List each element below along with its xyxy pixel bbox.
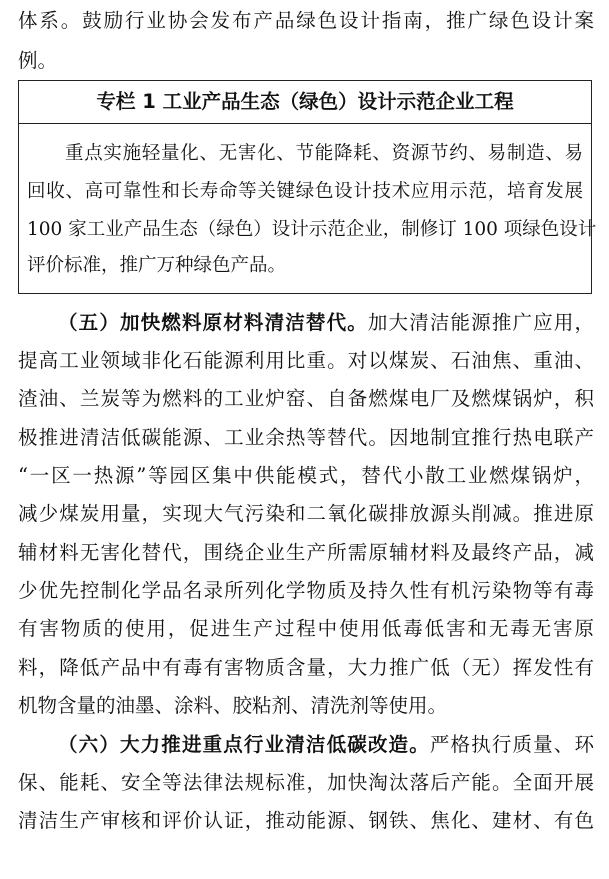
section-six-first-line [58,730,594,760]
body-line: 提高工业领域非化石能源利用比重。对以煤炭、石油焦、重油、 [18,349,594,372]
column-box [18,80,597,294]
column-box-title: 专栏 1 工业产品生态（绿色）设计示范企业工程 [96,90,514,113]
body-line: “一区一热源”等园区集中供能模式，替代小散工业燃煤锅炉， [18,464,594,487]
body-line: 机物含量的油墨、涂料、胶粘剂、清洗剂等使用。 [18,694,448,717]
body-line: 料，降低产品中有毒有害物质含量，大力推广低（无）挥发性有 [18,656,594,679]
body-line: 例。 [18,49,58,72]
body-line: 体系。鼓励行业协会发布产品绿色设计指南，推广绿色设计案 [18,9,594,32]
column-box-line: 重点实施轻量化、无害化、节能降耗、资源节约、易制造、易 [65,143,583,164]
section-six-first-line-text: 严格执行质量、环 [429,733,594,756]
body-line: 保、能耗、安全等法律法规标准，加快淘汰落后产能。全面开展 [18,771,594,794]
column-box-line: 评价标准，推广万种绿色产品。 [27,255,287,276]
section-six-heading: （六）大力推进重点行业清洁低碳改造。 [58,733,430,756]
section-five-heading: （五）加快燃料原材料清洁替代。 [58,311,368,334]
column-box-line: 回收、高可靠性和长寿命等关键绿色设计技术应用示范，培育发展 [27,181,583,202]
body-line: 辅材料无害化替代，围绕企业生产所需原辅材料及最终产品，减 [18,541,594,564]
body-line: 清洁生产审核和评价认证，推动能源、钢铁、焦化、建材、有色 [18,809,594,832]
column-box-line: 100 家工业产品生态（绿色）设计示范企业，制修订 100 项绿色设计 [27,219,597,240]
body-line: 渣油、兰炭等为燃料的工业炉窑、自备燃煤电厂及燃煤锅炉，积 [18,387,594,410]
section-five-first-line [58,308,594,338]
column-box-divider [19,123,591,124]
body-line: 有害物质的使用，促进生产过程中使用低毒低害和无毒无害原 [18,617,594,640]
body-line: 减少煤炭用量，实现大气污染和二氧化碳排放源头削减。推进原 [18,502,594,525]
section-five-first-line-text: 加大清洁能源推广应用， [367,311,594,334]
body-line: 极推进清洁低碳能源、工业余热等替代。因地制宜推行热电联产 [18,426,594,449]
body-line: 少优先控制化学品名录所列化学物质及持久性有机污染物等有毒 [18,579,594,602]
